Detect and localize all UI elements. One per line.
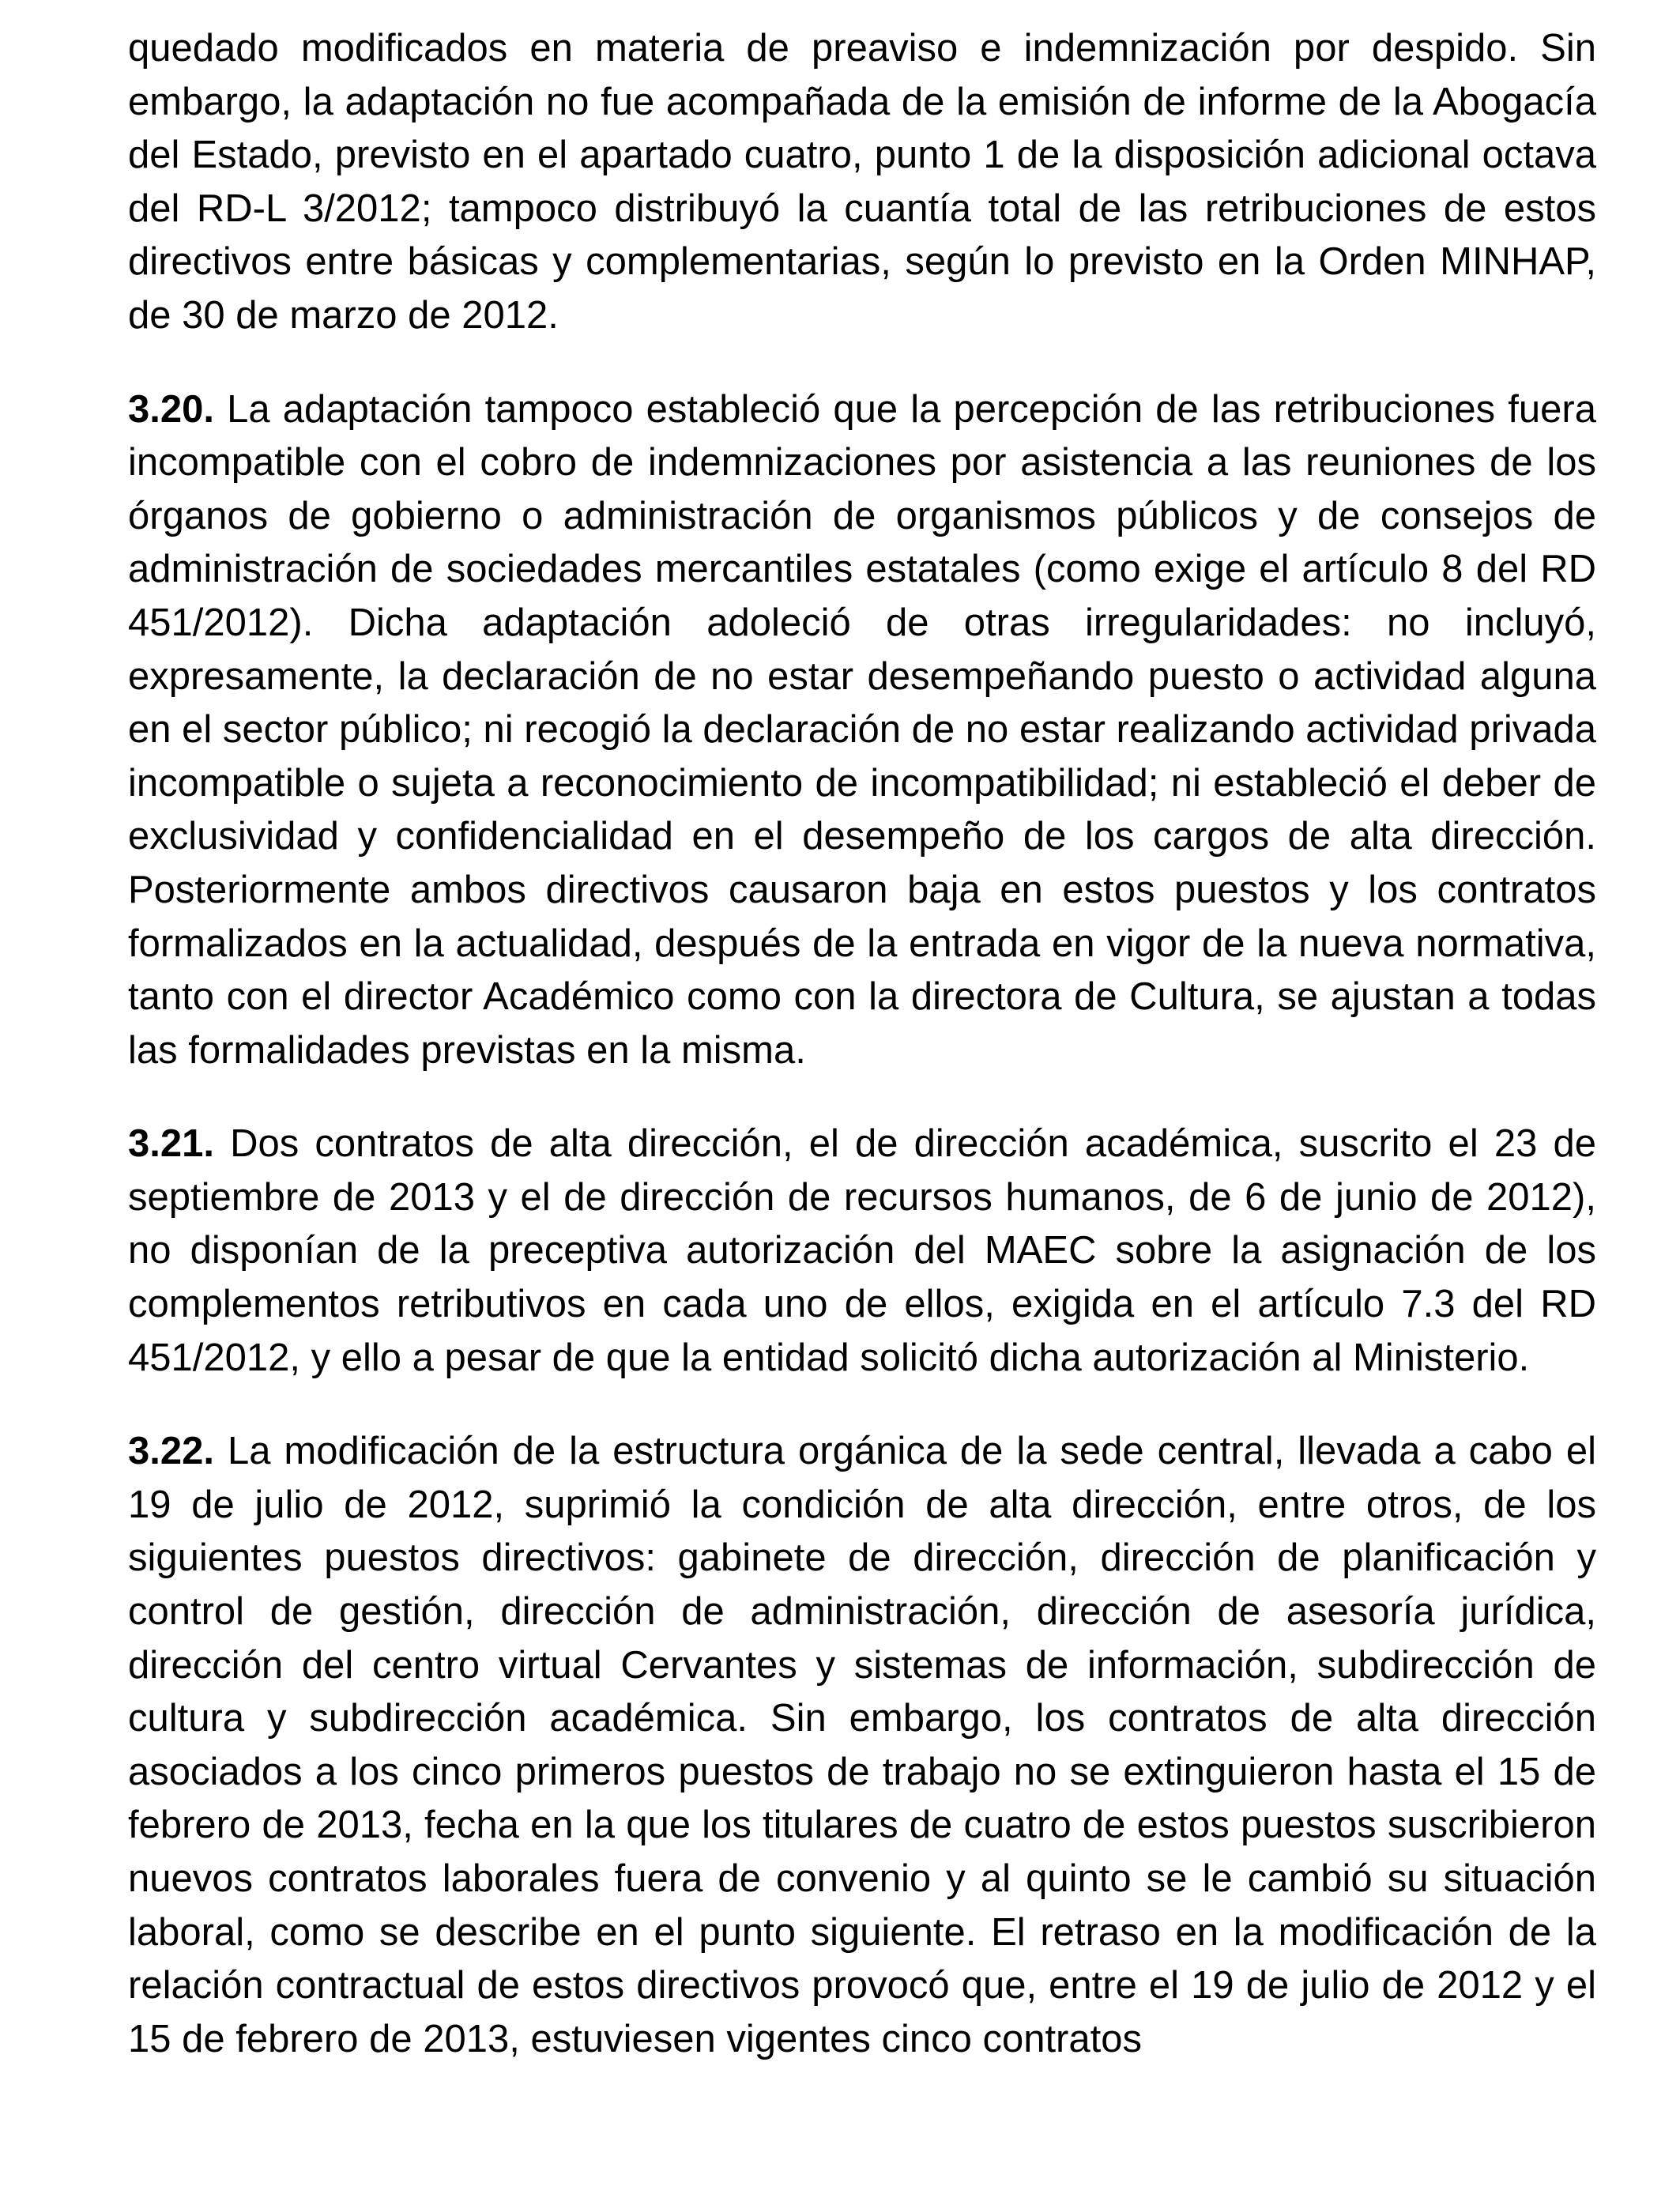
document-page [128, 22, 1596, 2106]
paragraph-text: quedado modificados en materia de preaviso e indemnización por despido. Sin embargo, la adaptación no fue acompañada de la emisión de informe de la Abogacía del Estado, previsto en el apartado cuatro, punto 1 de la disposición adicional octava del RD-L 3/2012; tampoco distribuyó la cuantía total de las retribuciones de estos directivos entre básicas y complementarias, según lo previsto en la Orden MINHAP, de 30 de marzo de 2012. [128, 27, 1596, 337]
paragraph-number: 3.20. [128, 387, 214, 431]
paragraph-text: La modificación de la estructura orgánica de la sede central, llevada a cabo el 19 de julio de 2012, suprimió la condición de alta dirección, entre otros, de los siguientes puestos directivos: gabinete de dirección, dirección de planificación y control de gestión, dirección de administración, dirección de asesoría jurídica, dirección del centro virtual Cervantes y sistemas de información, subdirección de cultura y subdirección académica. Sin embargo, los contratos de alta dirección asociados a los cinco primeros puestos de trabajo no se extinguieron hasta el 15 de febrero de 2013, fecha en la que los titulares de cuatro de estos puestos suscribieron nuevos contratos laborales fuera de convenio y al quinto se le cambió su situación laboral, como se describe en el punto siguiente. El retraso en la modificación de la relación contractual de estos directivos provocó que, entre el 19 de julio de 2012 y el 15 de febrero de 2013, estuviesen vigentes cinco contratos [128, 1430, 1596, 2060]
paragraph-text: La adaptación tampoco estableció que la percepción de las retribuciones fuera incompatible con el cobro de indemnizaciones por asistencia a las reuniones de los órganos de gobierno o administración de organismos públicos y de consejos de administración de sociedades mercantiles estatales (como exige el artículo 8 del RD 451/2012). Dicha adaptación adoleció de otras irregularidades: no incluyó, expresamente, la declaración de no estar desempeñando puesto o actividad alguna en el sector público; ni recogió la declaración de no estar realizando actividad privada incompatible o sujeta a reconocimiento de incompatibilidad; ni estableció el deber de exclusividad y confidencialidad en el desempeño de los cargos de alta dirección. Posteriormente ambos directivos causaron baja en estos puestos y los contratos formalizados en la actualidad, después de la entrada en vigor de la nueva normativa, tanto con el director Académico como con la directora de Cultura, se ajustan a todas las formalidades previstas en la misma. [128, 387, 1596, 1072]
paragraph-3-22 [128, 1425, 1596, 2066]
paragraph-text: Dos contratos de alta dirección, el de dirección académica, suscrito el 23 de septiembre de 2013 y el de dirección de recursos humanos, de 6 de junio de 2012), no disponían de la preceptiva autorización del MAEC sobre la asignación de los complementos retributivos en cada uno de ellos, exigida en el artículo 7.3 del RD 451/2012, y ello a pesar de que la entidad solicitó dicha autorización al Ministerio. [128, 1122, 1596, 1379]
paragraph-number: 3.22. [128, 1430, 214, 1473]
paragraph-3-20 [128, 383, 1596, 1078]
paragraph-3-21 [128, 1118, 1596, 1385]
paragraph-number: 3.21. [128, 1122, 214, 1166]
paragraph-continuation [128, 22, 1596, 343]
